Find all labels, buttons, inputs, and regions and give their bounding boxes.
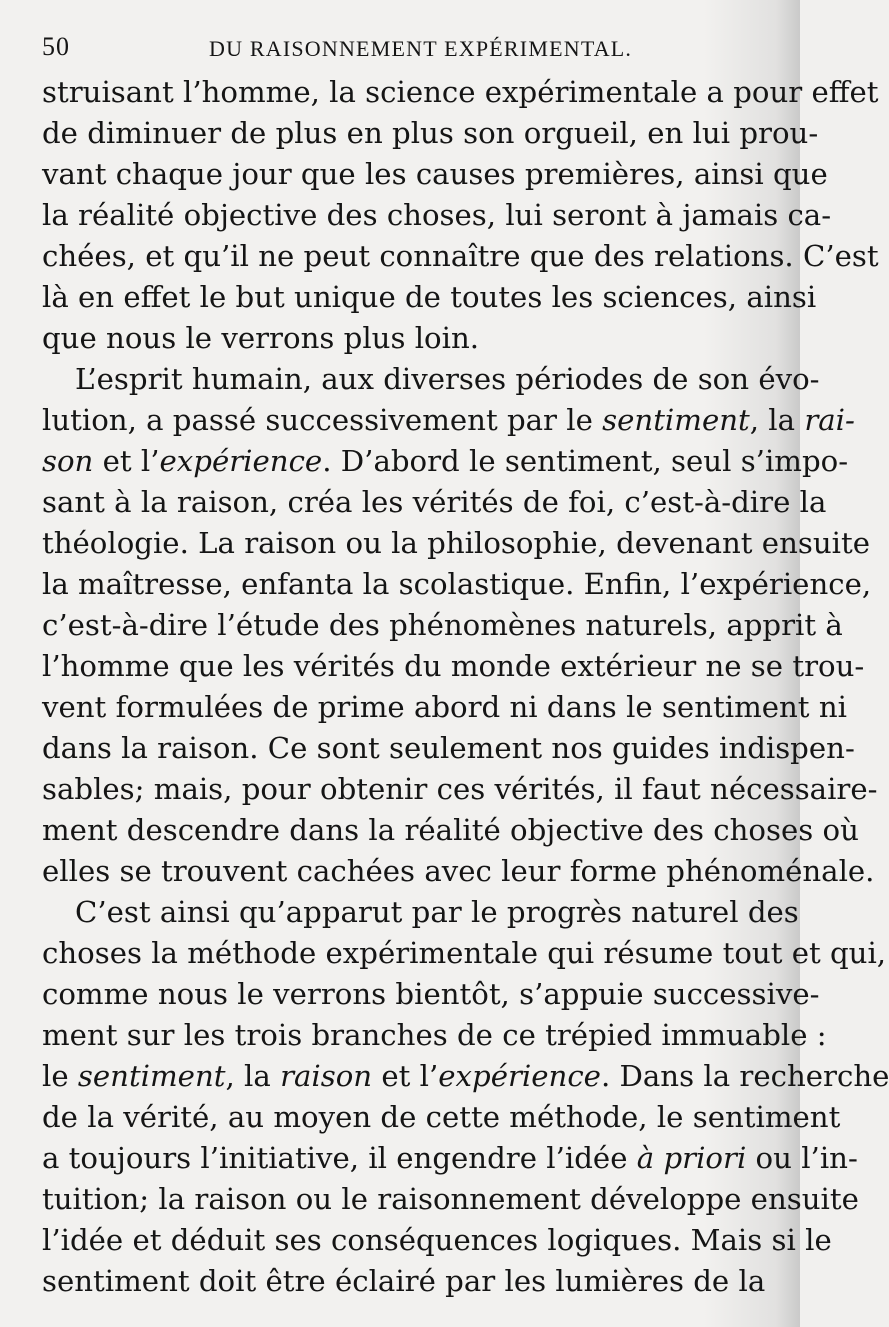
text-line: ment sur les trois branches de ce trépied immuable :: [42, 1018, 827, 1052]
paragraph-start-line: L’esprit humain, aux diverses périodes de son évo-: [75, 362, 820, 396]
body-text: [42, 72, 889, 1302]
text-line: théologie. La raison ou la philosophie, devenant ensuite: [42, 526, 870, 560]
text-line: de diminuer de plus en plus son orgueil, en lui prou-: [42, 116, 819, 150]
page-number: 50: [42, 32, 70, 61]
text-line: l’homme que les vérités du monde extérieur ne se trou-: [42, 649, 865, 683]
text-line: dans la raison. Ce sont seulement nos guides indispen-: [42, 731, 855, 765]
text-line: chées, et qu’il ne peut connaître que des relations. C’est: [42, 239, 879, 273]
text-line: vant chaque jour que les causes premières, ainsi que: [42, 157, 828, 191]
text-line: lution, a passé successivement par le sentiment, la rai-: [42, 403, 855, 437]
text-line: la maîtresse, enfanta la scolastique. Enfin, l’expérience,: [42, 567, 872, 601]
italic-term: raison: [280, 1059, 373, 1093]
text-line: son et l’expérience. D’abord le sentiment, seul s’impo-: [42, 444, 849, 478]
text-line: que nous le verrons plus loin.: [42, 321, 480, 355]
italic-term: son: [42, 444, 94, 478]
text-line: là en effet le but unique de toutes les sciences, ainsi: [42, 280, 817, 314]
text-line: la réalité objective des choses, lui seront à jamais ca-: [42, 198, 832, 232]
paragraph-start-line: C’est ainsi qu’apparut par le progrès naturel des: [75, 895, 799, 929]
text-line: c’est-à-dire l’étude des phénomènes naturels, apprit à: [42, 608, 843, 642]
page-header: [42, 32, 742, 62]
italic-term: sentiment: [602, 403, 750, 437]
italic-term: expérience: [159, 444, 323, 478]
italic-term: à priori: [636, 1141, 747, 1175]
italic-term: expérience: [438, 1059, 601, 1093]
text-line: ment descendre dans la réalité objective des choses où: [42, 813, 859, 847]
italic-term: sentiment: [77, 1059, 226, 1093]
text-line: sant à la raison, créa les vérités de foi, c’est-à-dire la: [42, 485, 827, 519]
italic-term: rai-: [804, 403, 855, 437]
text-line: comme nous le verrons bientôt, s’appuie successive-: [42, 977, 820, 1011]
text-line: l’idée et déduit ses conséquences logiques. Mais si le: [42, 1223, 832, 1257]
text-line: struisant l’homme, la science expérimentale a pour effet: [42, 75, 879, 109]
text-line: a toujours l’initiative, il engendre l’idée à priori ou l’in-: [42, 1141, 858, 1175]
text-line: vent formulées de prime abord ni dans le sentiment ni: [42, 690, 847, 724]
running-title: DU RAISONNEMENT EXPÉRIMENTAL.: [209, 36, 633, 61]
text-line: sables; mais, pour obtenir ces vérités, il faut nécessaire-: [42, 772, 878, 806]
text-line: choses la méthode expérimentale qui résume tout et qui,: [42, 936, 887, 970]
text-line: de la vérité, au moyen de cette méthode, le sentiment: [42, 1100, 841, 1134]
text-line: tuition; la raison ou le raisonnement développe ensuite: [42, 1182, 859, 1216]
text-line: elles se trouvent cachées avec leur forme phénoménale.: [42, 854, 875, 888]
text-line: le sentiment, la raison et l’expérience. Dans la recherche: [42, 1059, 889, 1093]
text-line: sentiment doit être éclairé par les lumières de la: [42, 1264, 766, 1298]
